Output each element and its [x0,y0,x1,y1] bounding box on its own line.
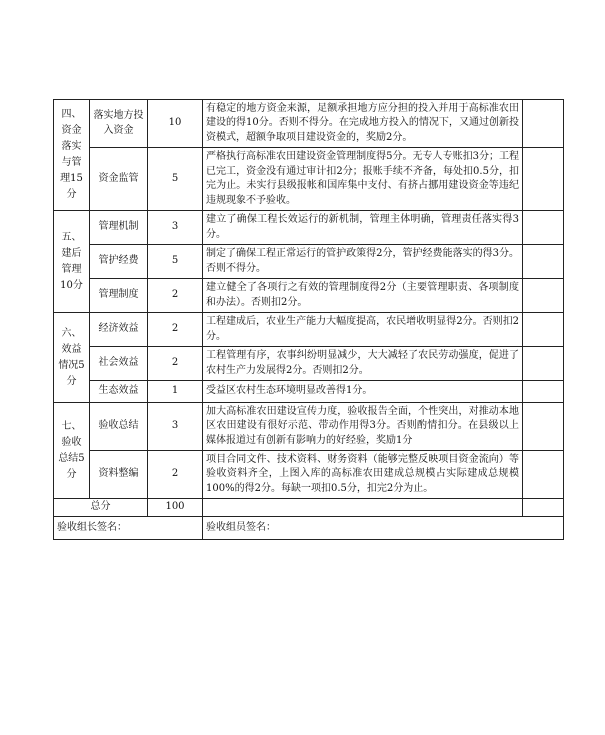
table-row [54,403,564,451]
signature-row [54,517,564,540]
item-cell: 社会效益 [90,347,148,381]
points-cell: 3 [148,211,203,245]
score-cell [523,245,564,279]
item-cell: 管护经费 [90,245,148,279]
points-cell: 2 [148,451,203,499]
score-cell [523,279,564,313]
score-cell [523,403,564,451]
score-cell [523,148,564,211]
table-row [54,313,564,347]
criteria-cell: 建立了确保工程长效运行的新机制，管理主体明确，管理责任落实得3分。 [203,211,523,245]
item-cell: 落实地方投入资金 [90,100,148,148]
members-signature: 验收组员签名： [203,517,564,540]
score-cell [523,451,564,499]
criteria-cell: 严格执行高标准农田建设资金管理制度得5分。无专人专账扣3分；工程已完工，资金没有通过审计扣2分；报账手续不齐备，每处扣0.5分，扣完为止。未实行县级报帐和国库集中支付、有挤占挪用建设资金等违纪违规现象不予验收。 [203,148,523,211]
category-cell: 四、资金落实与管理15分 [54,100,90,211]
table-row [54,100,564,148]
points-cell: 5 [148,148,203,211]
item-cell: 生态效益 [90,381,148,403]
points-cell: 2 [148,279,203,313]
criteria-cell: 加大高标准农田建设宣传力度，验收报告全面，个性突出，对推动本地区农田建设有很好示范、带动作用得3分。否则酌情扣分。在县级以上媒体报道过有创新有影响力的好经验，奖励1分 [203,403,523,451]
item-cell: 管理制度 [90,279,148,313]
total-points: 100 [148,499,203,517]
score-cell [523,100,564,148]
total-row [54,499,564,517]
points-cell: 2 [148,347,203,381]
item-cell: 验收总结 [90,403,148,451]
criteria-cell: 工程建成后，农业生产能力大幅度提高，农民增收明显得2分。否则扣2分。 [203,313,523,347]
item-cell: 经济效益 [90,313,148,347]
total-label: 总分 [54,499,148,517]
criteria-cell: 项目合同文件、技术资料、财务资料（能够完整反映项目资金流向）等验收资料齐全，上图入库的高标准农田建成总规模占实际建成总规模100%的得2分。每缺一项扣0.5分，扣完2分为止。 [203,451,523,499]
total-score-cell [523,499,564,517]
criteria-cell: 制定了确保工程正常运行的管护政策得2分，管护经费能落实的得3分。否则不得分。 [203,245,523,279]
item-cell: 资金监管 [90,148,148,211]
category-cell: 七、验收总结5分 [54,403,90,499]
category-cell: 五、建后管理10分 [54,211,90,313]
score-cell [523,381,564,403]
table-row [54,148,564,211]
table-row [54,451,564,499]
table-row [54,245,564,279]
total-empty-cell [203,499,523,517]
score-cell [523,313,564,347]
item-cell: 资料整编 [90,451,148,499]
score-cell [523,211,564,245]
points-cell: 2 [148,313,203,347]
points-cell: 3 [148,403,203,451]
criteria-cell: 有稳定的地方资金来源，足额承担地方应分担的投入并用于高标准农田建设的得10分。否则不得分。在完成地方投入的情况下，又通过创新投资模式，超额争取项目建设资金的，奖励2分。 [203,100,523,148]
category-cell: 六、效益情况5分 [54,313,90,403]
table-row [54,347,564,381]
points-cell: 5 [148,245,203,279]
item-cell: 管理机制 [90,211,148,245]
table-row [54,211,564,245]
points-cell: 1 [148,381,203,403]
leader-signature: 验收组长签名： [54,517,203,540]
score-cell [523,347,564,381]
points-cell: 10 [148,100,203,148]
table-row [54,381,564,403]
criteria-cell: 建立健全了各项行之有效的管理制度得2分（主要管理职责、各项制度和办法）。否则扣2分。 [203,279,523,313]
criteria-cell: 受益区农村生态环境明显改善得1分。 [203,381,523,403]
acceptance-score-table [53,99,564,540]
table-row [54,279,564,313]
criteria-cell: 工程管理有序，农事纠纷明显减少，大大减轻了农民劳动强度，促进了农村生产力发展得2分。否则扣2分。 [203,347,523,381]
